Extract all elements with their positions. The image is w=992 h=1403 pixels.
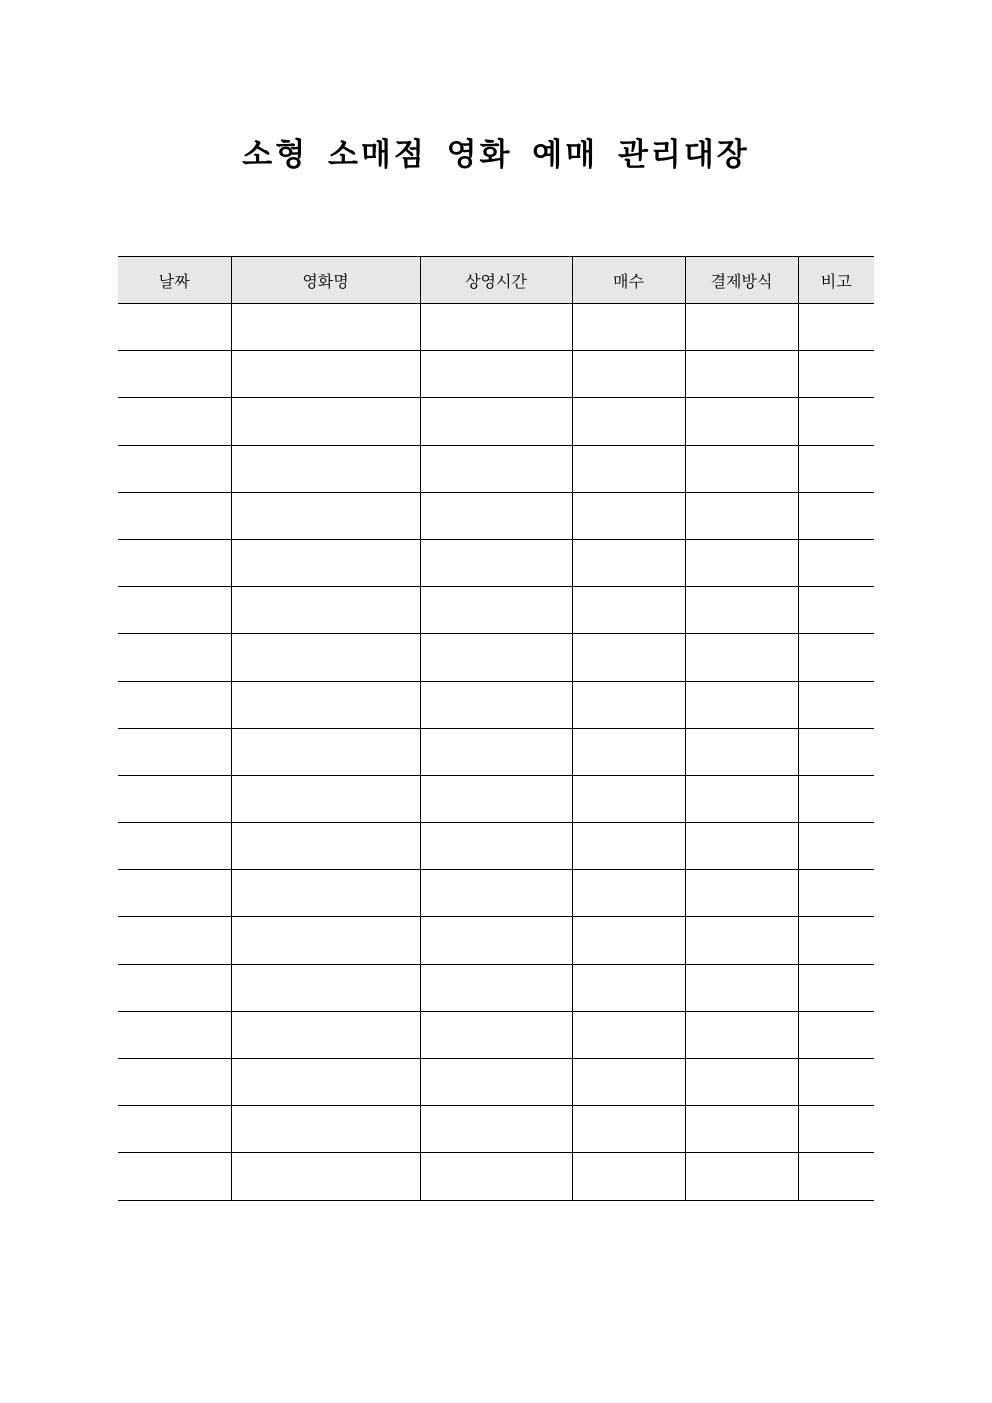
- cell-movie-title[interactable]: [231, 634, 420, 681]
- cell-note[interactable]: [798, 539, 874, 586]
- cell-note[interactable]: [798, 775, 874, 822]
- cell-date[interactable]: [118, 964, 231, 1011]
- cell-ticket-count[interactable]: [572, 1011, 685, 1058]
- cell-movie-title[interactable]: [231, 1059, 420, 1106]
- cell-ticket-count[interactable]: [572, 917, 685, 964]
- cell-payment-method[interactable]: [685, 681, 798, 728]
- table-row: [118, 304, 874, 351]
- cell-movie-title[interactable]: [231, 1153, 420, 1200]
- cell-note[interactable]: [798, 398, 874, 445]
- cell-date[interactable]: [118, 492, 231, 539]
- cell-showtime[interactable]: [420, 398, 572, 445]
- cell-note[interactable]: [798, 1059, 874, 1106]
- cell-ticket-count[interactable]: [572, 539, 685, 586]
- cell-note[interactable]: [798, 351, 874, 398]
- cell-date[interactable]: [118, 634, 231, 681]
- table-row: [118, 775, 874, 822]
- table-row: [118, 681, 874, 728]
- cell-showtime[interactable]: [420, 964, 572, 1011]
- cell-note[interactable]: [798, 492, 874, 539]
- cell-showtime[interactable]: [420, 681, 572, 728]
- cell-payment-method[interactable]: [685, 304, 798, 351]
- cell-ticket-count[interactable]: [572, 1106, 685, 1153]
- cell-movie-title[interactable]: [231, 870, 420, 917]
- cell-ticket-count[interactable]: [572, 1153, 685, 1200]
- table-row: [118, 351, 874, 398]
- table-header-row: [118, 257, 874, 304]
- cell-date[interactable]: [118, 398, 231, 445]
- cell-payment-method[interactable]: [685, 823, 798, 870]
- cell-ticket-count[interactable]: [572, 634, 685, 681]
- cell-date[interactable]: [118, 351, 231, 398]
- table-row: [118, 492, 874, 539]
- cell-ticket-count[interactable]: [572, 351, 685, 398]
- table-row: [118, 823, 874, 870]
- cell-payment-method[interactable]: [685, 728, 798, 775]
- table-row: [118, 728, 874, 775]
- cell-date[interactable]: [118, 870, 231, 917]
- document-title: 소형 소매점 영화 예매 관리대장: [242, 137, 750, 173]
- cell-showtime[interactable]: [420, 634, 572, 681]
- table-row: [118, 587, 874, 634]
- cell-movie-title[interactable]: [231, 728, 420, 775]
- cell-date[interactable]: [118, 681, 231, 728]
- cell-note[interactable]: [798, 964, 874, 1011]
- cell-movie-title[interactable]: [231, 587, 420, 634]
- table-body: [118, 304, 874, 1201]
- cell-payment-method[interactable]: [685, 1106, 798, 1153]
- table-row: [118, 539, 874, 586]
- cell-ticket-count[interactable]: [572, 587, 685, 634]
- cell-showtime[interactable]: [420, 1106, 572, 1153]
- header-ticket-count: 매수: [572, 257, 685, 304]
- table-row: [118, 964, 874, 1011]
- cell-date[interactable]: [118, 1153, 231, 1200]
- cell-showtime[interactable]: [420, 1011, 572, 1058]
- cell-movie-title[interactable]: [231, 775, 420, 822]
- table-row: [118, 1059, 874, 1106]
- cell-showtime[interactable]: [420, 304, 572, 351]
- cell-ticket-count[interactable]: [572, 823, 685, 870]
- cell-showtime[interactable]: [420, 1153, 572, 1200]
- cell-ticket-count[interactable]: [572, 1059, 685, 1106]
- cell-movie-title[interactable]: [231, 1106, 420, 1153]
- cell-note[interactable]: [798, 1153, 874, 1200]
- cell-payment-method[interactable]: [685, 445, 798, 492]
- table-row: [118, 1153, 874, 1200]
- cell-movie-title[interactable]: [231, 351, 420, 398]
- cell-movie-title[interactable]: [231, 398, 420, 445]
- cell-payment-method[interactable]: [685, 775, 798, 822]
- cell-date[interactable]: [118, 304, 231, 351]
- cell-showtime[interactable]: [420, 539, 572, 586]
- cell-note[interactable]: [798, 445, 874, 492]
- cell-payment-method[interactable]: [685, 492, 798, 539]
- cell-showtime[interactable]: [420, 492, 572, 539]
- cell-note[interactable]: [798, 634, 874, 681]
- cell-note[interactable]: [798, 304, 874, 351]
- table-row: [118, 917, 874, 964]
- cell-note[interactable]: [798, 917, 874, 964]
- cell-date[interactable]: [118, 775, 231, 822]
- header-note: 비고: [798, 257, 874, 304]
- cell-date[interactable]: [118, 823, 231, 870]
- cell-payment-method[interactable]: [685, 1011, 798, 1058]
- cell-note[interactable]: [798, 870, 874, 917]
- cell-ticket-count[interactable]: [572, 445, 685, 492]
- cell-showtime[interactable]: [420, 917, 572, 964]
- header-showtime: 상영시간: [420, 257, 572, 304]
- cell-note[interactable]: [798, 681, 874, 728]
- cell-ticket-count[interactable]: [572, 398, 685, 445]
- cell-movie-title[interactable]: [231, 492, 420, 539]
- cell-note[interactable]: [798, 587, 874, 634]
- cell-showtime[interactable]: [420, 775, 572, 822]
- cell-date[interactable]: [118, 728, 231, 775]
- cell-ticket-count[interactable]: [572, 681, 685, 728]
- cell-payment-method[interactable]: [685, 351, 798, 398]
- cell-note[interactable]: [798, 823, 874, 870]
- cell-payment-method[interactable]: [685, 587, 798, 634]
- table-row: [118, 398, 874, 445]
- cell-ticket-count[interactable]: [572, 964, 685, 1011]
- cell-showtime[interactable]: [420, 870, 572, 917]
- cell-showtime[interactable]: [420, 728, 572, 775]
- cell-note[interactable]: [798, 728, 874, 775]
- cell-payment-method[interactable]: [685, 1059, 798, 1106]
- cell-payment-method[interactable]: [685, 539, 798, 586]
- cell-showtime[interactable]: [420, 351, 572, 398]
- cell-movie-title[interactable]: [231, 539, 420, 586]
- cell-movie-title[interactable]: [231, 304, 420, 351]
- cell-showtime[interactable]: [420, 823, 572, 870]
- cell-payment-method[interactable]: [685, 398, 798, 445]
- cell-movie-title[interactable]: [231, 964, 420, 1011]
- cell-showtime[interactable]: [420, 445, 572, 492]
- cell-payment-method[interactable]: [685, 870, 798, 917]
- cell-ticket-count[interactable]: [572, 728, 685, 775]
- cell-showtime[interactable]: [420, 587, 572, 634]
- cell-date[interactable]: [118, 445, 231, 492]
- cell-payment-method[interactable]: [685, 917, 798, 964]
- cell-date[interactable]: [118, 1106, 231, 1153]
- cell-showtime[interactable]: [420, 1059, 572, 1106]
- table-row: [118, 634, 874, 681]
- cell-date[interactable]: [118, 1011, 231, 1058]
- cell-payment-method[interactable]: [685, 634, 798, 681]
- cell-payment-method[interactable]: [685, 964, 798, 1011]
- cell-date[interactable]: [118, 587, 231, 634]
- table-row: [118, 445, 874, 492]
- cell-movie-title[interactable]: [231, 917, 420, 964]
- cell-date[interactable]: [118, 539, 231, 586]
- header-movie-title: 영화명: [231, 257, 420, 304]
- cell-payment-method[interactable]: [685, 1153, 798, 1200]
- cell-note[interactable]: [798, 1011, 874, 1058]
- cell-ticket-count[interactable]: [572, 304, 685, 351]
- cell-movie-title[interactable]: [231, 681, 420, 728]
- table-row: [118, 1011, 874, 1058]
- header-payment-method: 결제방식: [685, 257, 798, 304]
- reservation-ledger-table: [118, 256, 874, 1201]
- header-date: 날짜: [118, 257, 231, 304]
- cell-date[interactable]: [118, 1059, 231, 1106]
- table-row: [118, 1106, 874, 1153]
- cell-ticket-count[interactable]: [572, 775, 685, 822]
- table-row: [118, 870, 874, 917]
- cell-ticket-count[interactable]: [572, 492, 685, 539]
- cell-movie-title[interactable]: [231, 823, 420, 870]
- cell-date[interactable]: [118, 917, 231, 964]
- cell-ticket-count[interactable]: [572, 870, 685, 917]
- cell-movie-title[interactable]: [231, 1011, 420, 1058]
- cell-movie-title[interactable]: [231, 445, 420, 492]
- cell-note[interactable]: [798, 1106, 874, 1153]
